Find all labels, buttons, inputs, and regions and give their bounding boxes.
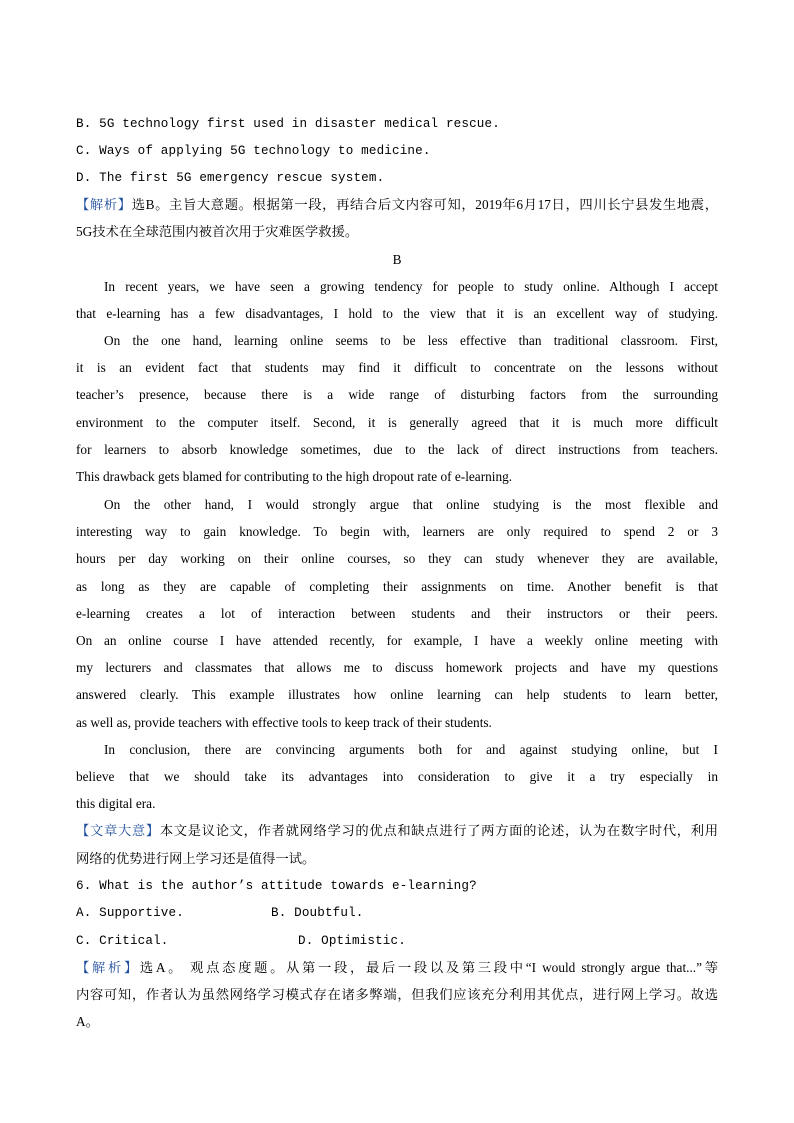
q6-option-c: C. Critical. [76, 934, 169, 948]
passage-line: for learners to absorb knowledge sometimes, due to the lack of direct instructions from teachers. [76, 442, 718, 457]
analysis-text: 选A。 观点态度题。从第一段，最后一段以及第三段中“I would strongly argue that...”等 [139, 960, 719, 975]
q6-option-d: D. Optimistic. [298, 934, 406, 948]
passage-line: In conclusion, there are convincing arguments both for and against studying online, but I [104, 742, 718, 757]
q6-analysis-line-3: A。 [76, 1014, 99, 1029]
summary-text: 本文是议论文，作者就网络学习的优点和缺点进行了两方面的论述，认为在数字时代，利用 [159, 823, 718, 838]
passage-line: my lecturers and classmates that allows me to discuss homework projects and have my questions [76, 660, 718, 675]
q5-option-c: C. Ways of applying 5G technology to medicine. [76, 144, 431, 158]
q5-analysis-line-1 [76, 196, 718, 214]
passage-line: In recent years, we have seen a growing tendency for people to study online. Although I accept [104, 279, 718, 294]
passage-line: interesting way to gain knowledge. To begin with, learners are only required to spend 2 or 3 [76, 524, 718, 539]
passage-line: answered clearly. This example illustrates how online learning can help students to learn better, [76, 687, 718, 702]
analysis-text: 选B。主旨大意题。根据第一段，再结合后文内容可知，2019年6月17日，四川长宁县发生地震， [131, 197, 718, 212]
passage-line: environment to the computer itself. Second, it is generally agreed that it is much more difficult [76, 415, 718, 430]
q5-analysis-line-2: 5G技术在全球范围内被首次用于灾难医学救援。 [76, 224, 359, 239]
passage-line: believe that we should take its advantages into consideration to give it a try especially in [76, 769, 718, 784]
q6-analysis-line-1 [76, 959, 718, 977]
analysis-tag: 【解析】 [76, 960, 140, 975]
analysis-tag: 【解析】 [76, 197, 132, 212]
passage-line: as well as, provide teachers with effective tools to keep track of their students. [76, 715, 492, 730]
passage-line: that e-learning has a few disadvantages, I hold to the view that it is an excellent way of studying. [76, 306, 718, 321]
summary-tag: 【文章大意】 [76, 823, 160, 838]
passage-line: it is an evident fact that students may find it difficult to concentrate on the lessons without [76, 360, 718, 375]
q6-question: 6. What is the author’s attitude towards e-learning? [76, 879, 477, 893]
passage-line: hours per day working on their online courses, so they can study whenever they are available, [76, 551, 718, 566]
passage-line: On an online course I have attended recently, for example, I have a weekly online meeting with [76, 633, 718, 648]
passage-line: as long as they are capable of completing their assignments on time. Another benefit is that [76, 579, 718, 594]
summary-line-2: 网络的优势进行网上学习还是值得一试。 [76, 851, 316, 866]
passage-line: On the one hand, learning online seems to be less effective than traditional classroom. First, [104, 333, 718, 348]
passage-line: this digital era. [76, 796, 156, 811]
passage-label: B [392, 252, 402, 267]
summary-line-1 [76, 822, 718, 840]
q6-option-a: A. Supportive. [76, 906, 184, 920]
q6-analysis-line-2: 内容可知，作者认为虽然网络学习模式存在诸多弊端，但我们应该充分利用其优点，进行网上学习。故选 [76, 987, 718, 1002]
q5-option-d: D. The first 5G emergency rescue system. [76, 171, 385, 185]
passage-line: e-learning creates a lot of interaction between students and their instructors or their peers. [76, 606, 718, 621]
q6-option-b: B. Doubtful. [271, 906, 364, 920]
q5-option-b: B. 5G technology first used in disaster medical rescue. [76, 117, 500, 131]
passage-line: This drawback gets blamed for contributing to the high dropout rate of e-learning. [76, 469, 513, 484]
passage-line: On the other hand, I would strongly argue that online studying is the most flexible and [104, 497, 718, 512]
passage-line: teacher’s presence, because there is a wide range of disturbing factors from the surrounding [76, 387, 718, 402]
